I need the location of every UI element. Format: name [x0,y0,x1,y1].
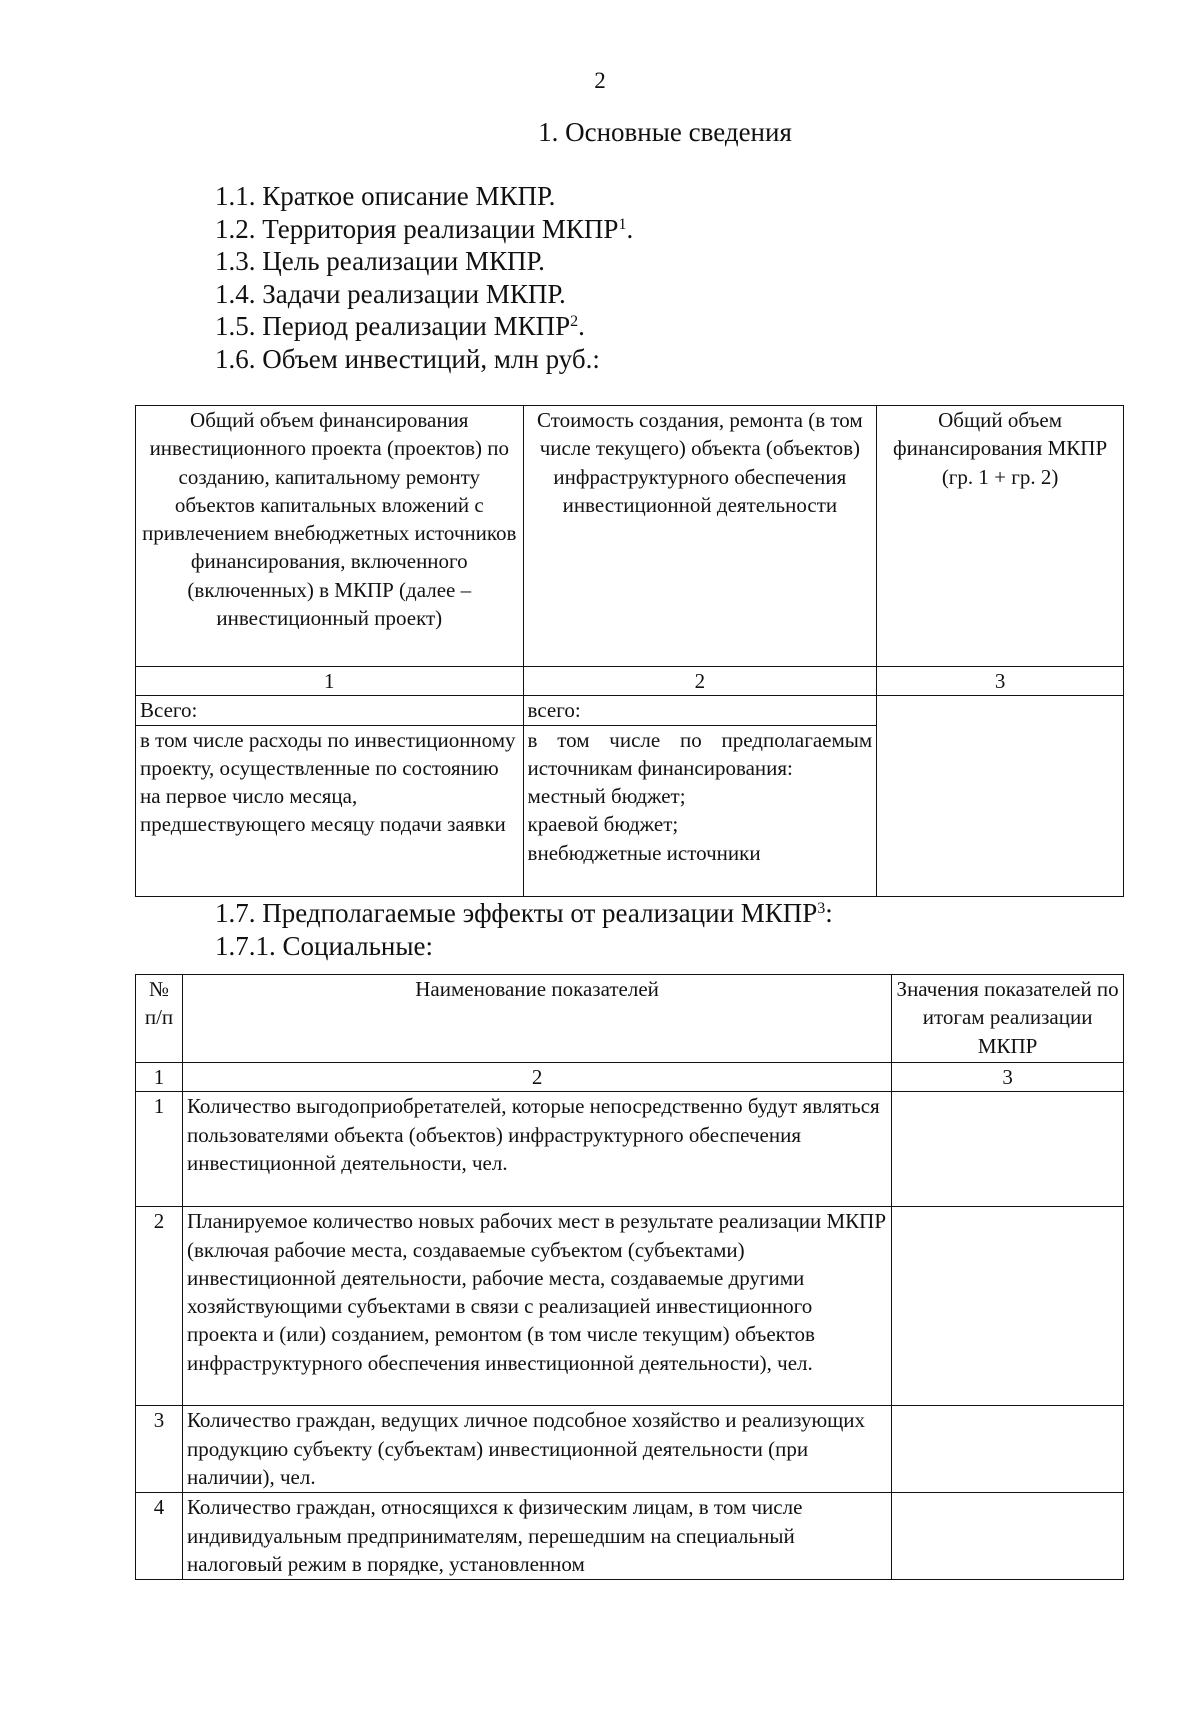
table-row [136,1207,1124,1406]
inv-colnum-1: 1 [136,667,524,696]
row-4-value [892,1493,1124,1580]
page-number: 2 [594,68,606,93]
item-1-2: 1.2. Территория реализации МКПР$^1$. [215,213,634,244]
inv-header-1: Общий объем финансирования инвестиционного проекта (проектов) по созданию, капитальному ремонту объектов капитальных вложений с привлечением внебюджетных источников финансирования, включенного (включенных) в МКПР (далее – инвестиционный проект) [136,406,524,667]
footnote-ref-2: 2 [570,313,579,331]
soc-header-2: Наименование показателей [182,975,891,1063]
item-1-2-text: 1.2. Территория реализации МКПР [215,213,619,244]
effects-heading-suffix: : [825,898,833,928]
table-row [136,1092,1124,1207]
soc-colnum-2: 2 [182,1063,891,1092]
row-2-text: Планируемое количество новых рабочих мест в результате реализации МКПР (включая рабочие места, создаваемые субъектом (субъектами) инвестиционной деятельности, рабочие места, создаваемые другими хозяйствующими субъектами в связи с реализацией инвестиционного проекта и (или) созданием, ремонтом (в том числе текущим) объектов инфраструктурного обеспечения инвестиционной деятельности), чел. [182,1207,891,1406]
soc-colnum-3: 3 [892,1063,1124,1092]
inv-header-2: Стоимость создания, ремонта (в том числе текущего) объекта (объектов) инфраструктурного обеспечения инвестиционной деятельности [523,406,877,667]
footnote-ref-3: 3 [817,900,826,917]
inv-total-2: всего: [523,696,877,725]
table-row [136,1406,1124,1493]
row-1-text: Количество выгодоприобретателей, которые непосредственно будут являться пользователями объекта (объектов) инфраструктурного обеспечения инвестиционной деятельности, чел. [182,1092,891,1207]
item-1-1: 1.1. Краткое описание МКПР. [215,181,556,211]
item-1-5: 1.5. Период реализации МКПР$^2$. [215,311,585,342]
soc-colnum-1: 1 [136,1063,183,1092]
row-3-text: Количество граждан, ведущих личное подсобное хозяйство и реализующих продукцию субъекту (субъектам) инвестиционной деятельности (при наличии), чел. [182,1406,891,1493]
inv-colnum-2: 2 [523,667,877,696]
row-3-number: 3 [136,1406,183,1493]
inv-detail-2-line-4: внебюджетные источники [527,840,761,865]
item-1-3: 1.3. Цель реализации МКПР. [215,246,545,277]
social-table [135,974,1124,1580]
inv-detail-1: в том числе расходы по инвестиционному проекту, осуществленные по состоянию на первое число месяца, предшествующего месяцу подачи заявки [136,725,524,896]
row-4-text: Количество граждан, относящихся к физическим лицам, в том числе индивидуальным предпринимателям, перешедшим на специальный налоговый режим в порядке, установленном [182,1493,891,1580]
inv-detail-2 [523,725,877,896]
row-1-number: 1 [136,1092,183,1207]
inv-detail-2-line-1: в том числе по предполагаемым источникам финансирования: [527,727,873,780]
inv-total-1: Всего: [136,696,524,725]
social-heading: 1.7.1. Социальные: [215,931,433,961]
footnote-ref-1: 1 [618,215,627,233]
effects-heading [215,898,833,929]
section-title: 1. Основные сведения [538,117,792,147]
inv-header-3: Общий объем финансирования МКПР (гр. 1 + гр. 2) [877,406,1124,667]
inv-colnum-3: 3 [877,667,1124,696]
soc-header-3: Значения показателей по итогам реализации МКПР [892,975,1124,1063]
row-1-value [892,1092,1124,1207]
effects-heading-text: 1.7. Предполагаемые эффекты от реализации МКПР [215,898,818,928]
item-1-6: 1.6. Объем инвестиций, млн руб.: [215,343,600,374]
inv-detail-2-line-3: краевой бюджет; [527,812,679,837]
soc-header-1: № п/п [136,975,183,1063]
investment-table [135,405,1124,897]
row-3-value [892,1406,1124,1493]
row-2-number: 2 [136,1207,183,1406]
table-row [136,1493,1124,1580]
item-1-4: 1.4. Задачи реализации МКПР. [215,278,566,309]
item-1-5-text: 1.5. Период реализации МКПР [215,311,571,342]
inv-detail-2-line-2: местный бюджет; [527,784,686,809]
row-2-value [892,1207,1124,1406]
row-4-number: 4 [136,1493,183,1580]
items-list [215,180,633,376]
inv-total-3 [877,696,1124,896]
